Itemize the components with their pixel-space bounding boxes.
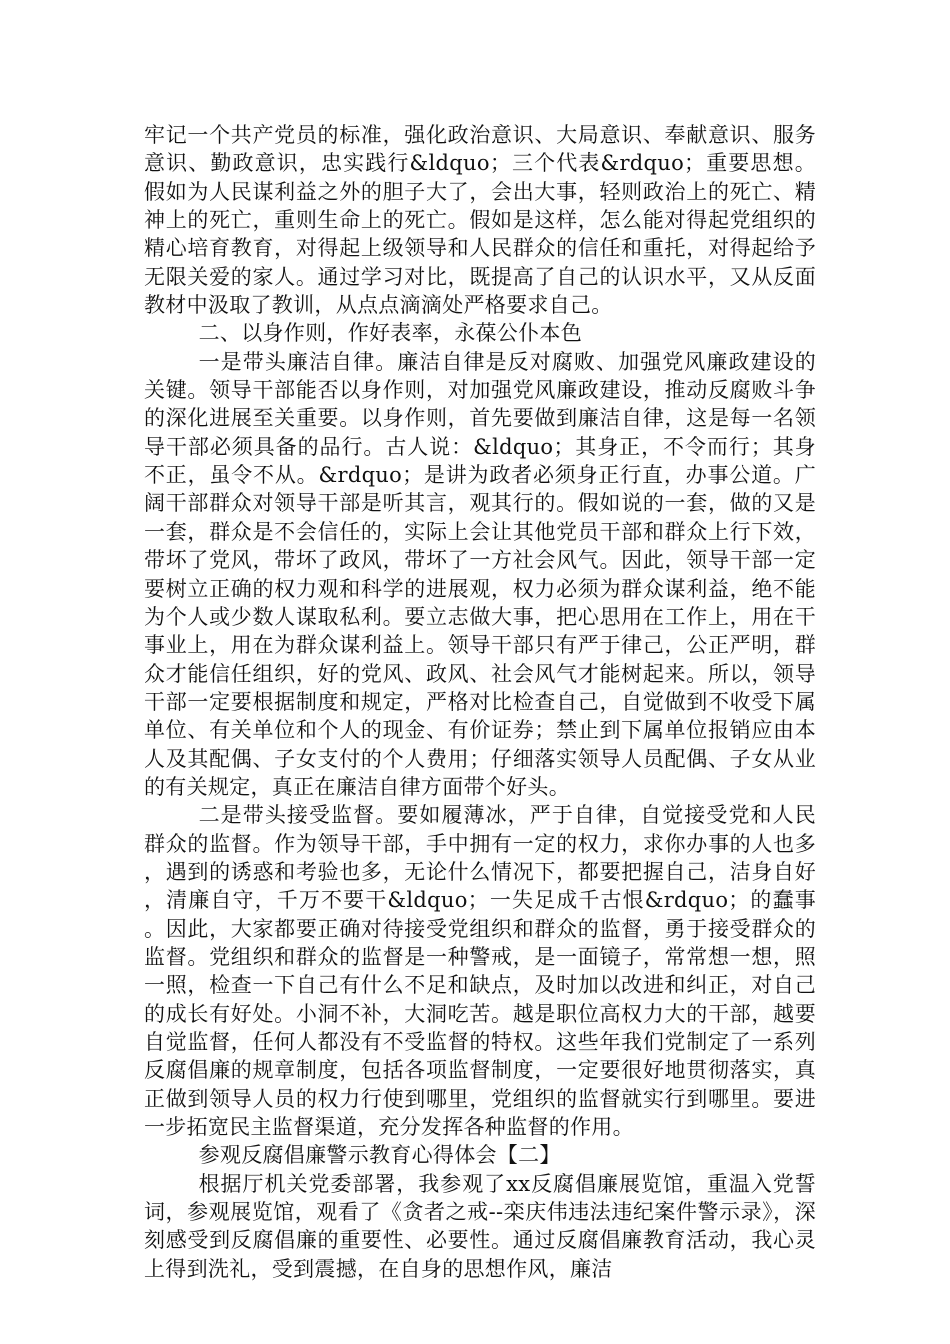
paragraph-self-discipline: 一是带头廉洁自律。廉洁自律是反对腐败、加强党风廉政建设的关键。领导干部能否以身作则，对加强党风廉政建设，推动反腐败斗争的深化进展至关重要。以身作则，首先要做到廉洁自律，这是每一名领导干部必须具备的品行。古人说：&ldquo；其身正，不令而行；其身不正，虽令不从。&rdquo；是讲为政者必须身正行直，办事公道。广阔干部群众对领导干部是听其言，观其行的。假如说的一套，做的又是一套，群众是不会信任的，实际上会让其他党员干部和群众上行下效，带坏了党风，带坏了政风，带坏了一方社会风气。因此，领导干部一定要树立正确的权力观和科学的进展观，权力必须为群众谋利益，绝不能为个人或少数人谋取私利。要立志做大事，把心思用在工作上，用在干事业上，用在为群众谋利益上。领导干部只有严于律己，公正严明，群众才能信任组织，好的党风、政风、社会风气才能树起来。所以，领导干部一定要根据制度和规定，严格对比检查自己，自觉做到不收受下属单位、有关单位和个人的现金、有价证券；禁止到下属单位报销应由本人及其配偶、子女支付的个人费用；仔细落实领导人员配偶、子女从业的有关规定，真正在廉洁自律方面带个好头。 xyxy=(144,349,816,799)
paragraph-visit-exhibition: 根据厅机关党委部署，我参观了xx反腐倡廉展览馆，重温入党誓词，参观展览馆，观看了《贪者之戒--栾庆伟违法违纪案件警示录》，深刻感受到反腐倡廉的重要性、必要性。通过反腐倡廉教育活动，我心灵上得到洗礼，受到震撼，在自身的思想作风，廉洁 xyxy=(144,1171,816,1281)
article-title: 参观反腐倡廉警示教育心得体会【二】 xyxy=(198,1143,561,1168)
section-heading: 二、以身作则，作好表率，永葆公仆本色 xyxy=(198,321,582,346)
paragraph-accept-supervision: 二是带头接受监督。要如履薄冰，严于自律，自觉接受党和人民群众的监督。作为领导干部，手中拥有一定的权力，求你办事的人也多，遇到的诱惑和考验也多，无论什么情况下，都要把握自己，洁身自好，清廉自守，千万不要干&ldquo；一失足成千古恨&rdquo；的蠢事。因此，大家都要正确对待接受党组织和群众的监督，勇于接受群众的监督。党组织和群众的监督是一种警戒，是一面镜子，常常想一想，照一照，检查一下自己有什么不足和缺点，及时加以改进和纠正，对自己的成长有好处。小洞不补，大洞吃苦。越是职位高权力大的干部，越要自觉监督，任何人都没有不受监督的特权。这些年我们党制定了一系列反腐倡廉的规章制度，包括各项监督制度，一定要很好地贯彻落实，真正做到领导人员的权力行使到哪里，党组织的监督就实行到哪里。要进一步拓宽民主监督渠道，充分发挥各种监督的作用。 xyxy=(144,803,816,1140)
document-body xyxy=(144,121,816,1283)
paragraph-continued: 牢记一个共产党员的标准，强化政治意识、大局意识、奉献意识、服务意识、勤政意识，忠实践行&ldquo；三个代表&rdquo；重要思想。假如为人民谋利益之外的胆子大了，会出大事，轻则政治上的死亡、精神上的死亡，重则生命上的死亡。假如是这样，怎么能对得起党组织的精心培育教育，对得起上级领导和人民群众的信任和重托，对得起给予无限关爱的家人。通过学习对比，既提高了自己的认识水平，又从反面教材中汲取了教训，从点点滴滴处严格要求自己。 xyxy=(144,123,816,318)
